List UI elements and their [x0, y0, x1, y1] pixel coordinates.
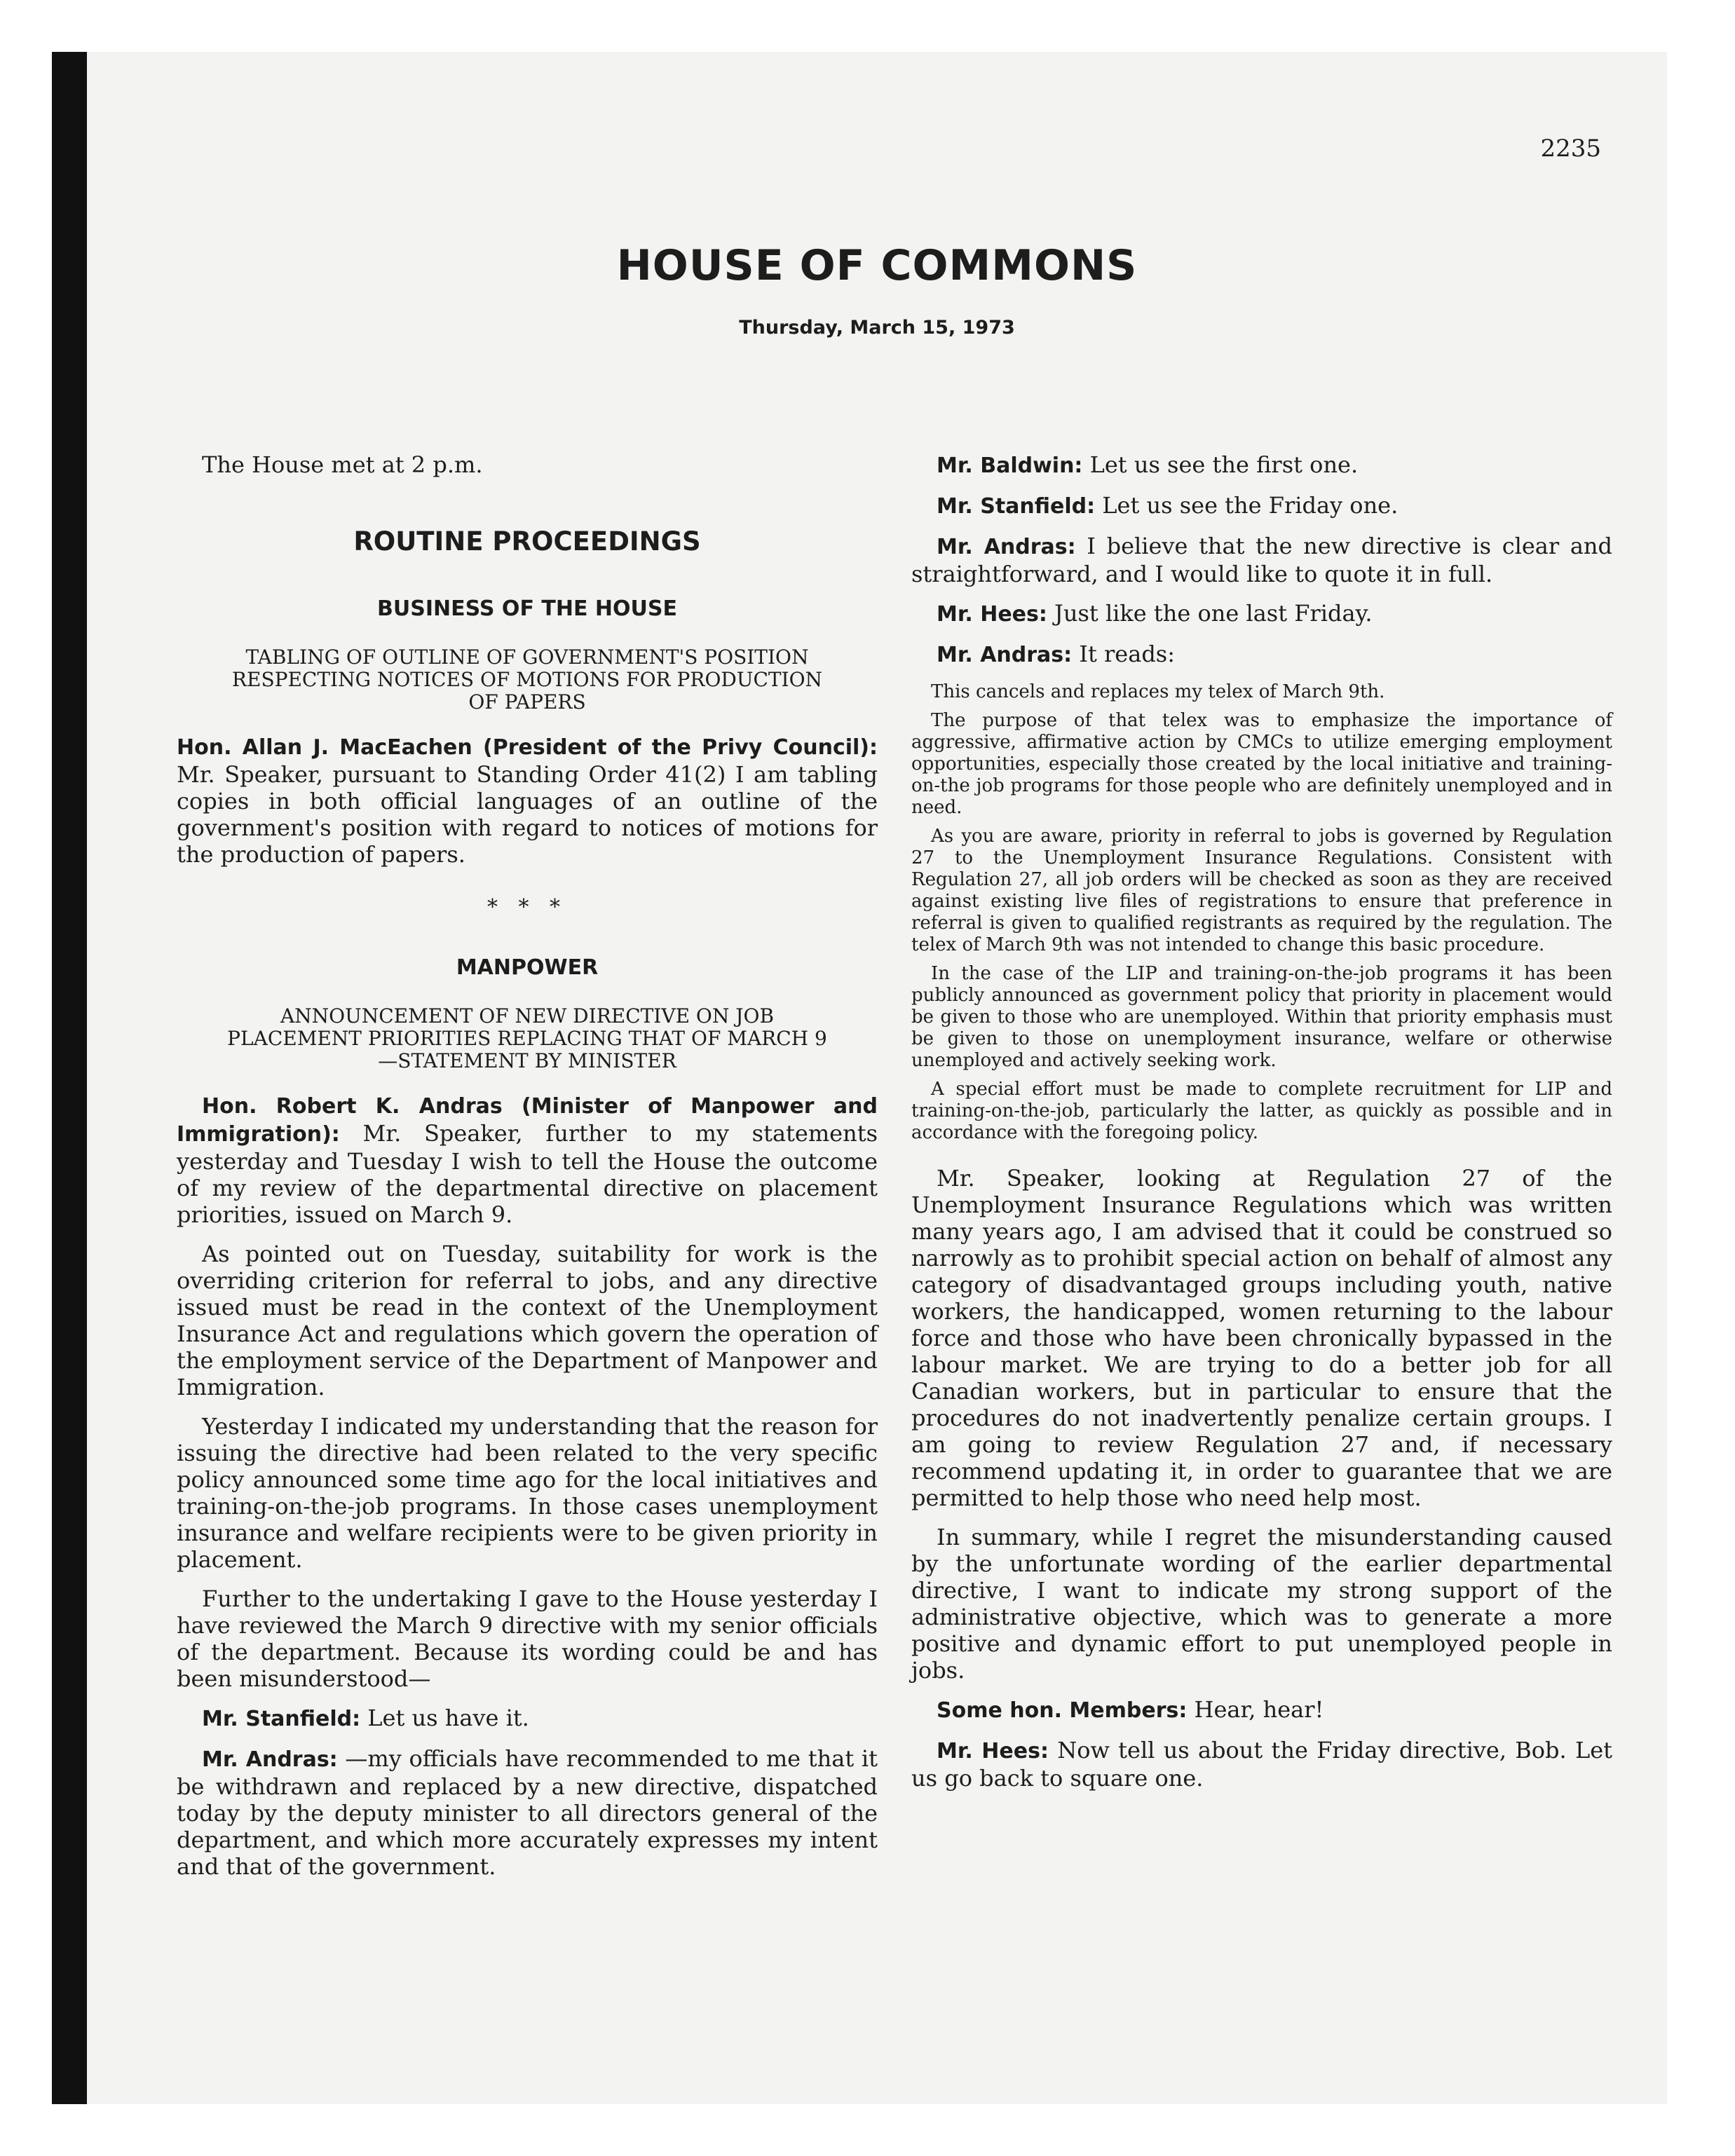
opening-line: The House met at 2 p.m.	[202, 451, 483, 478]
speech-text: Now tell us about the Friday directive, Bob. Let us go back to square one.	[911, 1737, 1613, 1792]
speech-text: Mr. Speaker, further to my statements yesterday and Tuesday I wish to tell the House the outcome of my review of the departmental directive on placement priorities, issued on March 9.	[177, 1120, 878, 1228]
speaker-name: Mr. Andras:	[937, 535, 1076, 559]
speech-text: Let us see the first one.	[1082, 451, 1359, 478]
speaker-name: Mr. Hees:	[937, 1739, 1049, 1763]
speaker-name: Mr. Baldwin:	[937, 453, 1083, 478]
section-heading-routine-proceedings: ROUTINE PROCEEDINGS	[353, 526, 701, 557]
speech-paragraph: Mr. Speaker, looking at Regulation 27 of the Unemployment Insurance Regulations which was written many years ago, I am advised that it could be construed so narrowly as to prohibit special action on behalf of almost any category of disadvantaged groups including youth, native workers, the handicapped, women returning to the labour force and those who have been chronically bypassed in the labour market. We are trying to do a better job for all Canadian workers, but in particular to ensure that the procedures do not inadvertently penalize certain groups. I am going to review Regulation 27 and, if necessary recommend updating it, in order to guarantee that we are permitted to help those who need help most.	[911, 1165, 1612, 1511]
speech-paragraph	[177, 1745, 878, 1880]
speech-paragraph	[177, 733, 878, 868]
speech-paragraph	[911, 533, 1612, 587]
quote-paragraph: This cancels and replaces my telex of March 9th.	[931, 681, 1385, 702]
speech-text: —my officials have recommended to me that it be withdrawn and replaced by a new directive, dispatched today by the deputy minister to all directors general of the department, and which more accurately expresses my intent and that of the government.	[177, 1745, 878, 1880]
right-column	[911, 451, 1612, 1804]
quote-paragraph: As you are aware, priority in referral to jobs is governed by Regulation 27 to the Unemployment Insurance Regulations. Consistent with Regulation 27, all job orders will be checked as soon as they are received against existing live files of registrations to ensure that preference in referral is given to qualified registrants as required by the regulation. The telex of March 9th was not intended to change this basic procedure.	[911, 826, 1612, 955]
topic-heading-announcement: ANNOUNCEMENT OF NEW DIRECTIVE ON JOB PLACEMENT PRIORITIES REPLACING THAT OF MARCH 9—STATEMENT BY MINISTER	[227, 1004, 827, 1072]
speaker-name: Mr. Hees:	[937, 602, 1047, 627]
page-title: HOUSE OF COMMONS	[616, 241, 1138, 290]
left-column	[177, 451, 878, 1892]
speaker-name: Mr. Andras:	[937, 643, 1073, 667]
speech-paragraph	[177, 1092, 878, 1228]
quote-paragraph: A special effort must be made to complete recruitment for LIP and training-on-the-job, particularly the latter, as quickly as possible and in accordance with the foregoing policy.	[911, 1079, 1612, 1143]
speaker-name: Mr. Stanfield:	[202, 1707, 361, 1731]
speech-text: Hear, hear!	[1187, 1696, 1324, 1723]
speech-paragraph: In summary, while I regret the misunderstanding caused by the unfortunate wording of the earlier departmental directive, I want to indicate my strong support of the administrative objective, which was to generate a more positive and dynamic effort to put unemployed people in jobs.	[911, 1524, 1612, 1684]
quote-paragraph: The purpose of that telex was to emphasize the importance of aggressive, affirmative action by CMCs to utilize emerging employment opportunities, especially those created by the local initiative and training-on-the job programs for those people who are definitely unemployed and in need.	[911, 710, 1612, 818]
speaker-name: Mr. Andras:	[202, 1747, 338, 1772]
subheading-business-of-the-house: BUSINESS OF THE HOUSE	[377, 596, 677, 621]
subheading-manpower: MANPOWER	[456, 955, 599, 980]
speech-paragraph	[177, 1705, 878, 1733]
topic-heading-tabling: TABLING OF OUTLINE OF GOVERNMENT'S POSITION RESPECTING NOTICES OF MOTIONS FOR PRODUCTION OF PAPERS	[231, 646, 823, 714]
speech-paragraph	[911, 451, 1612, 479]
speech-paragraph	[911, 1737, 1612, 1792]
speech-paragraph	[911, 641, 1612, 669]
speech-text: Let us have it.	[360, 1705, 529, 1731]
quoted-directive	[911, 681, 1612, 1144]
speech-text: Just like the one last Friday.	[1047, 600, 1373, 627]
scan-edge-bar	[52, 52, 87, 2104]
speech-paragraph	[911, 1696, 1612, 1724]
speech-text: I believe that the new directive is clear and straightforward, and I would like to quote it in full.	[911, 533, 1613, 587]
speaker-name: Some hon. Members:	[937, 1698, 1188, 1723]
speech-paragraph: As pointed out on Tuesday, suitability for work is the overriding criterion for referral to jobs, and any directive issued must be read in the context of the Unemployment Insurance Act and regulations which govern the operation of the employment service of the Department of Manpower and Immigration.	[177, 1241, 878, 1400]
speaker-name: Hon. Allan J. MacEachen (President of the Privy Council):	[177, 735, 878, 760]
sitting-date: Thursday, March 15, 1973	[739, 317, 1015, 339]
speech-paragraph	[911, 492, 1612, 520]
speech-paragraph: Yesterday I indicated my understanding that the reason for issuing the directive had been related to the very specific policy announced some time ago for the local initiatives and training-on-the-job programs. In those cases unemployment insurance and welfare recipients were to be given priority in placement.	[177, 1413, 878, 1573]
speech-text: It reads:	[1072, 641, 1175, 667]
page-number: 2235	[1540, 135, 1601, 163]
speech-paragraph: Further to the undertaking I gave to the House yesterday I have reviewed the March 9 directive with my senior officials of the department. Because its wording could be and has been misunderstood—	[177, 1585, 878, 1692]
document-page	[87, 52, 1667, 2104]
speech-text: Let us see the Friday one.	[1095, 492, 1399, 519]
speaker-name: Hon. Robert K. Andras (Minister of Manpower and Immigration):	[177, 1094, 878, 1147]
speech-text: Mr. Speaker, pursuant to Standing Order 41(2) I am tabling copies in both official languages of an outline of the government's position with regard to notices of motions for the production of papers.	[177, 761, 878, 868]
section-divider-stars: * * *	[487, 895, 568, 920]
speech-paragraph	[911, 600, 1612, 628]
speaker-name: Mr. Stanfield:	[937, 494, 1096, 519]
quote-paragraph: In the case of the LIP and training-on-the-job programs it has been publicly announced as government policy that priority in placement would be given to those who are unemployed. Within that priority emphasis must be given to those on unemployment insurance, welfare or otherwise unemployed and actively seeking work.	[911, 963, 1612, 1071]
